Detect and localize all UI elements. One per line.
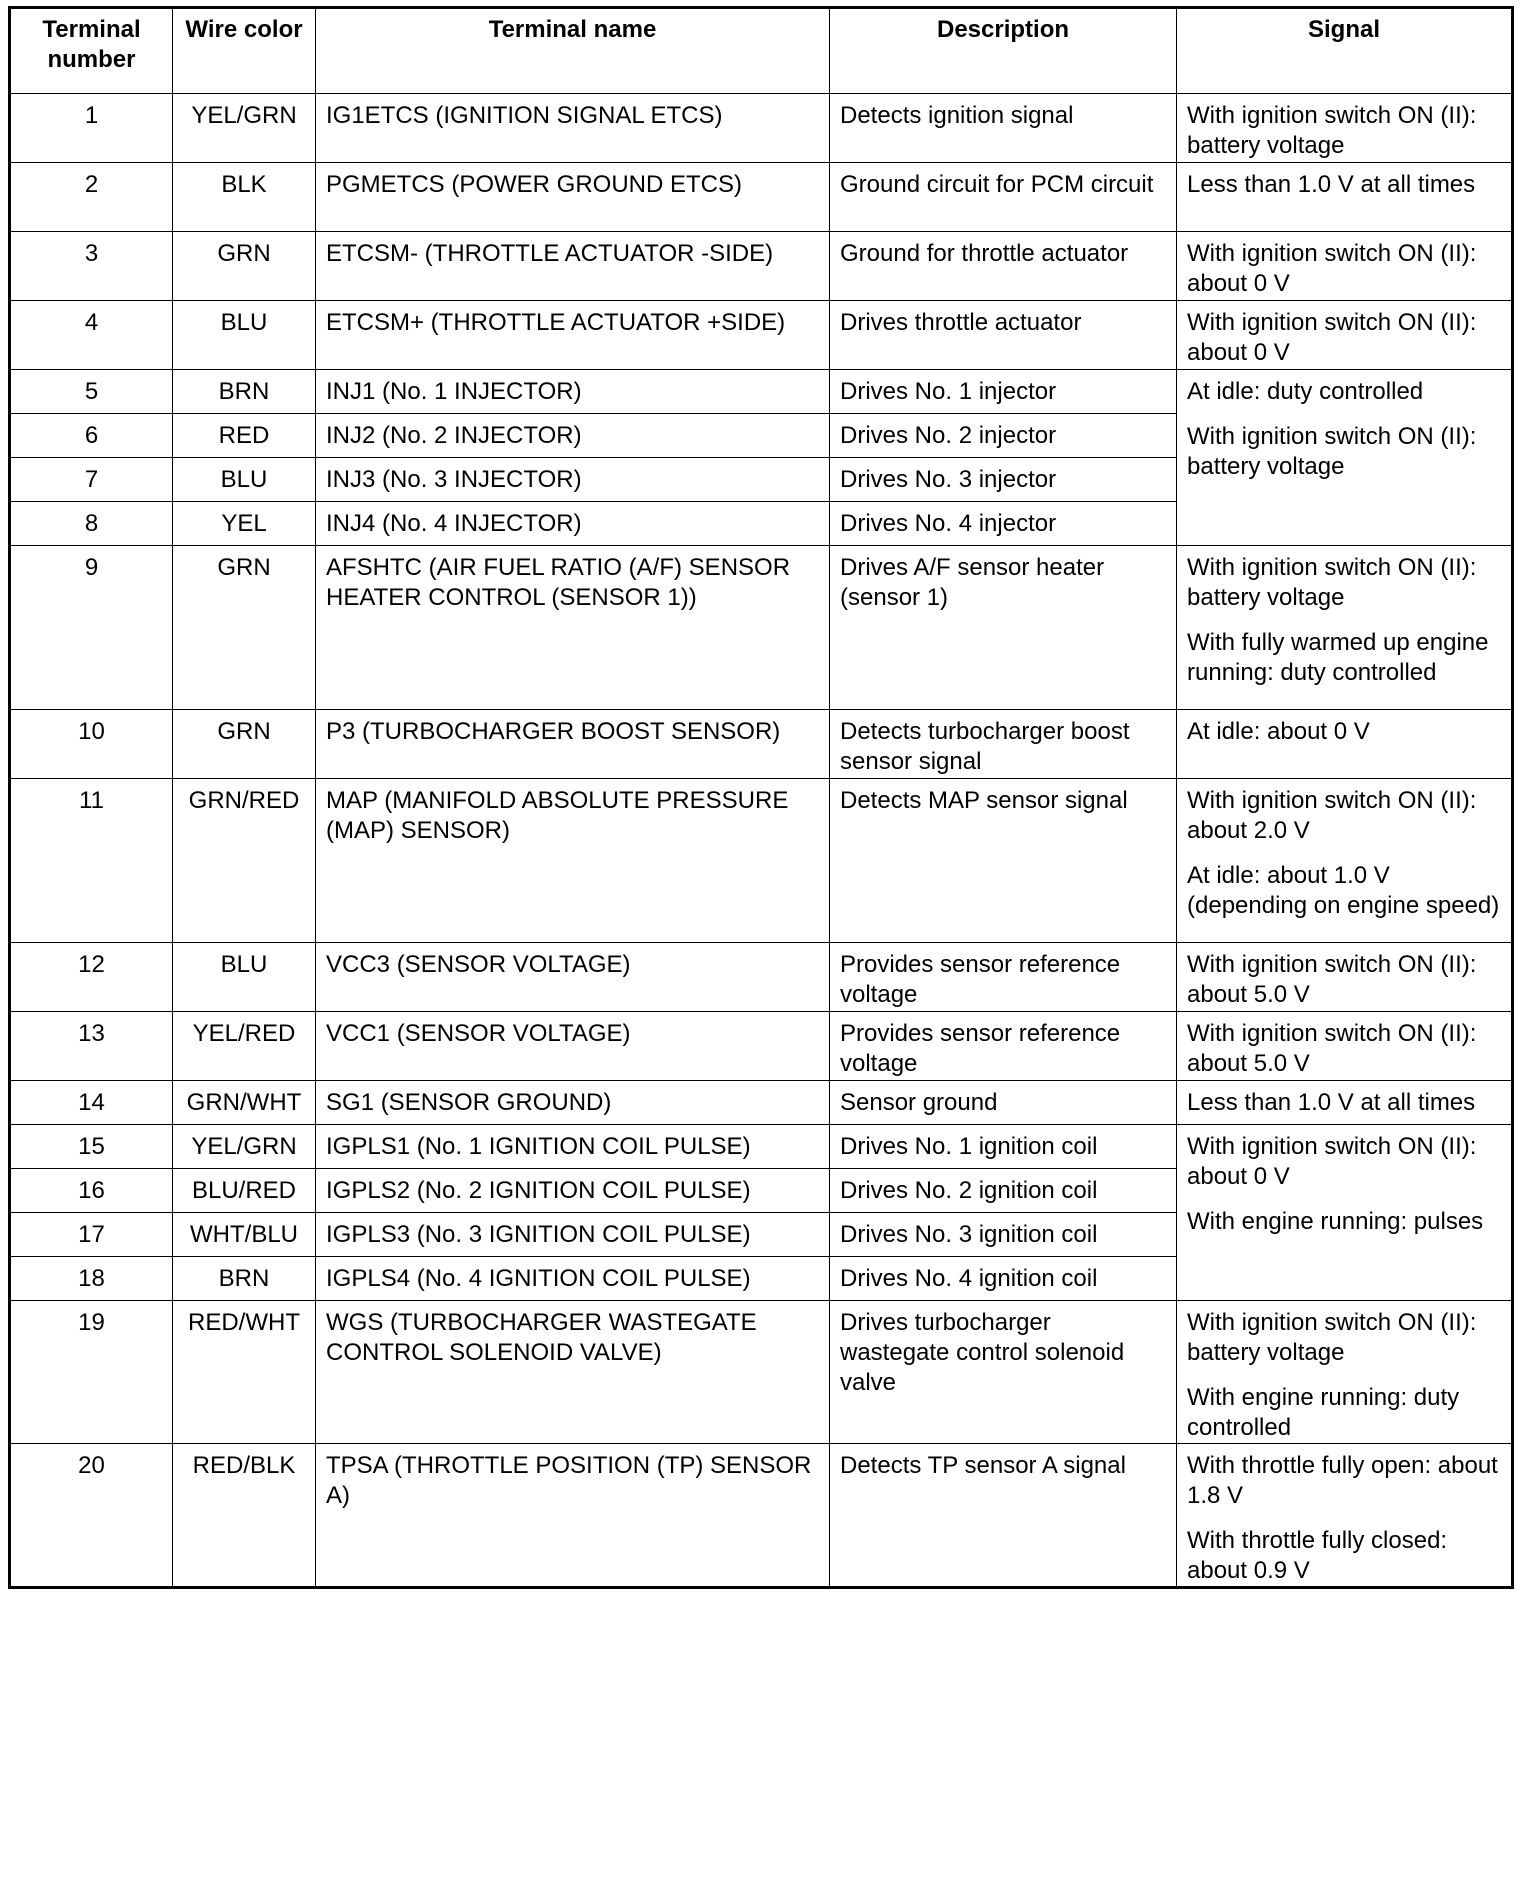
description-cell: Drives No. 4 ignition coil	[830, 1257, 1177, 1301]
description-cell: Ground circuit for PCM circuit	[830, 163, 1177, 232]
wire-color-cell: YEL/GRN	[173, 1125, 316, 1169]
wire-color-cell: BRN	[173, 370, 316, 414]
signal-cell	[1177, 1301, 1513, 1444]
wire-color-cell: YEL/GRN	[173, 94, 316, 163]
terminal-name-cell: P3 (TURBOCHARGER BOOST SENSOR)	[316, 710, 830, 779]
wire-color-cell: BLU	[173, 301, 316, 370]
signal-line: With ignition switch ON (II): about 0 V	[1187, 309, 1477, 366]
signal-line: At idle: about 1.0 V (depending on engine speed)	[1187, 862, 1500, 919]
header-signal: Signal	[1177, 8, 1513, 94]
terminal-number-cell: 3	[10, 232, 173, 301]
terminal-number-cell: 14	[10, 1081, 173, 1125]
terminal-name-cell: ETCSM+ (THROTTLE ACTUATOR +SIDE)	[316, 301, 830, 370]
wire-color-cell: BRN	[173, 1257, 316, 1301]
header-terminal-number: Terminal number	[10, 8, 173, 94]
terminal-name-cell: IGPLS3 (No. 3 IGNITION COIL PULSE)	[316, 1213, 830, 1257]
signal-cell	[1177, 779, 1513, 943]
signal-line: With throttle fully closed: about 0.9 V	[1187, 1527, 1448, 1584]
wire-color-cell: GRN/RED	[173, 779, 316, 943]
header-description: Description	[830, 8, 1177, 94]
signal-line: With ignition switch ON (II): about 2.0 V	[1187, 787, 1477, 844]
description-cell: Drives No. 2 injector	[830, 414, 1177, 458]
table-row	[10, 232, 1513, 301]
terminal-name-cell: IG1ETCS (IGNITION SIGNAL ETCS)	[316, 94, 830, 163]
terminal-name-cell: PGMETCS (POWER GROUND ETCS)	[316, 163, 830, 232]
header-row	[10, 8, 1513, 94]
wire-color-cell: BLU	[173, 943, 316, 1012]
terminal-name-cell: VCC1 (SENSOR VOLTAGE)	[316, 1012, 830, 1081]
table-row	[10, 779, 1513, 943]
signal-line: With ignition switch ON (II): battery voltage	[1187, 102, 1477, 159]
terminal-number-cell: 10	[10, 710, 173, 779]
description-cell: Sensor ground	[830, 1081, 1177, 1125]
terminal-name-cell: IGPLS4 (No. 4 IGNITION COIL PULSE)	[316, 1257, 830, 1301]
terminal-number-cell: 6	[10, 414, 173, 458]
description-cell: Drives No. 2 ignition coil	[830, 1169, 1177, 1213]
signal-line: With ignition switch ON (II): about 0 V	[1187, 240, 1477, 297]
signal-cell	[1177, 1081, 1513, 1125]
terminal-name-cell: INJ1 (No. 1 INJECTOR)	[316, 370, 830, 414]
wire-color-cell: GRN/WHT	[173, 1081, 316, 1125]
terminal-number-cell: 1	[10, 94, 173, 163]
description-cell: Drives No. 3 injector	[830, 458, 1177, 502]
wire-color-cell: RED	[173, 414, 316, 458]
terminal-name-cell: ETCSM- (THROTTLE ACTUATOR -SIDE)	[316, 232, 830, 301]
table-row	[10, 546, 1513, 710]
description-cell: Detects turbocharger boost sensor signal	[830, 710, 1177, 779]
terminal-number-cell: 11	[10, 779, 173, 943]
terminal-number-cell: 19	[10, 1301, 173, 1444]
wire-color-cell: YEL/RED	[173, 1012, 316, 1081]
terminal-name-cell: VCC3 (SENSOR VOLTAGE)	[316, 943, 830, 1012]
signal-cell	[1177, 546, 1513, 710]
signal-line: With ignition switch ON (II): battery voltage	[1187, 554, 1477, 611]
terminal-number-cell: 15	[10, 1125, 173, 1169]
signal-cell	[1177, 943, 1513, 1012]
signal-line: With throttle fully open: about 1.8 V	[1187, 1452, 1498, 1509]
description-cell: Provides sensor reference voltage	[830, 943, 1177, 1012]
header-wire-color: Wire color	[173, 8, 316, 94]
signal-line: With engine running: pulses	[1187, 1208, 1484, 1235]
terminal-name-cell: MAP (MANIFOLD ABSOLUTE PRESSURE (MAP) SENSOR)	[316, 779, 830, 943]
table-row	[10, 943, 1513, 1012]
description-cell: Detects ignition signal	[830, 94, 1177, 163]
table-row	[10, 370, 1513, 414]
table-row	[10, 301, 1513, 370]
signal-cell	[1177, 301, 1513, 370]
wire-color-cell: RED/WHT	[173, 1301, 316, 1444]
signal-line: With ignition switch ON (II): about 0 V	[1187, 1133, 1477, 1190]
wire-color-cell: RED/BLK	[173, 1444, 316, 1588]
description-cell: Drives turbocharger wastegate control solenoid valve	[830, 1301, 1177, 1444]
terminal-number-cell: 2	[10, 163, 173, 232]
signal-cell	[1177, 1012, 1513, 1081]
signal-line: With fully warmed up engine running: duty controlled	[1187, 629, 1489, 686]
wire-color-cell: WHT/BLU	[173, 1213, 316, 1257]
terminal-name-cell: TPSA (THROTTLE POSITION (TP) SENSOR A)	[316, 1444, 830, 1588]
terminal-number-cell: 13	[10, 1012, 173, 1081]
terminal-number-cell: 17	[10, 1213, 173, 1257]
terminal-number-cell: 4	[10, 301, 173, 370]
signal-cell	[1177, 163, 1513, 232]
signal-line: With ignition switch ON (II): battery voltage	[1187, 1309, 1477, 1366]
terminal-name-cell: WGS (TURBOCHARGER WASTEGATE CONTROL SOLENOID VALVE)	[316, 1301, 830, 1444]
signal-cell	[1177, 1125, 1513, 1301]
signal-line: At idle: duty controlled	[1187, 378, 1424, 405]
terminal-number-cell: 16	[10, 1169, 173, 1213]
terminal-number-cell: 9	[10, 546, 173, 710]
wire-color-cell: GRN	[173, 546, 316, 710]
table-row	[10, 1012, 1513, 1081]
terminal-name-cell: INJ3 (No. 3 INJECTOR)	[316, 458, 830, 502]
header-terminal-name: Terminal name	[316, 8, 830, 94]
description-cell: Drives No. 1 injector	[830, 370, 1177, 414]
terminal-number-cell: 7	[10, 458, 173, 502]
table-row	[10, 1444, 1513, 1588]
description-cell: Drives No. 3 ignition coil	[830, 1213, 1177, 1257]
wire-color-cell: GRN	[173, 232, 316, 301]
description-cell: Drives A/F sensor heater (sensor 1)	[830, 546, 1177, 710]
signal-line: With engine running: duty controlled	[1187, 1384, 1460, 1441]
terminal-number-cell: 12	[10, 943, 173, 1012]
description-cell: Detects TP sensor A signal	[830, 1444, 1177, 1588]
signal-cell	[1177, 94, 1513, 163]
terminal-name-cell: AFSHTC (AIR FUEL RATIO (A/F) SENSOR HEATER CONTROL (SENSOR 1))	[316, 546, 830, 710]
signal-cell	[1177, 370, 1513, 546]
terminal-name-cell: SG1 (SENSOR GROUND)	[316, 1081, 830, 1125]
signal-line: Less than 1.0 V at all times	[1187, 171, 1476, 198]
terminal-name-cell: IGPLS2 (No. 2 IGNITION COIL PULSE)	[316, 1169, 830, 1213]
table-row	[10, 710, 1513, 779]
terminal-number-cell: 20	[10, 1444, 173, 1588]
table-row	[10, 1081, 1513, 1125]
signal-line: With ignition switch ON (II): about 5.0 V	[1187, 1020, 1477, 1077]
description-cell: Drives throttle actuator	[830, 301, 1177, 370]
wire-color-cell: BLU	[173, 458, 316, 502]
terminal-name-cell: INJ2 (No. 2 INJECTOR)	[316, 414, 830, 458]
terminal-number-cell: 8	[10, 502, 173, 546]
description-cell: Provides sensor reference voltage	[830, 1012, 1177, 1081]
signal-cell	[1177, 1444, 1513, 1588]
signal-line: At idle: about 0 V	[1187, 718, 1370, 745]
signal-line: Less than 1.0 V at all times	[1187, 1089, 1476, 1116]
wire-color-cell: BLU/RED	[173, 1169, 316, 1213]
terminal-number-cell: 5	[10, 370, 173, 414]
table-row	[10, 1301, 1513, 1444]
wire-color-cell: BLK	[173, 163, 316, 232]
description-cell: Drives No. 4 injector	[830, 502, 1177, 546]
description-cell: Ground for throttle actuator	[830, 232, 1177, 301]
terminal-number-cell: 18	[10, 1257, 173, 1301]
signal-cell	[1177, 710, 1513, 779]
terminal-table	[8, 6, 1514, 1589]
signal-line: With ignition switch ON (II): about 5.0 V	[1187, 951, 1477, 1008]
wire-color-cell: GRN	[173, 710, 316, 779]
signal-line: With ignition switch ON (II): battery voltage	[1187, 423, 1477, 480]
description-cell: Drives No. 1 ignition coil	[830, 1125, 1177, 1169]
terminal-name-cell: INJ4 (No. 4 INJECTOR)	[316, 502, 830, 546]
table-body	[10, 94, 1513, 1588]
signal-cell	[1177, 232, 1513, 301]
terminal-name-cell: IGPLS1 (No. 1 IGNITION COIL PULSE)	[316, 1125, 830, 1169]
table-row	[10, 1125, 1513, 1169]
table-row	[10, 163, 1513, 232]
wire-color-cell: YEL	[173, 502, 316, 546]
description-cell: Detects MAP sensor signal	[830, 779, 1177, 943]
table-row	[10, 94, 1513, 163]
